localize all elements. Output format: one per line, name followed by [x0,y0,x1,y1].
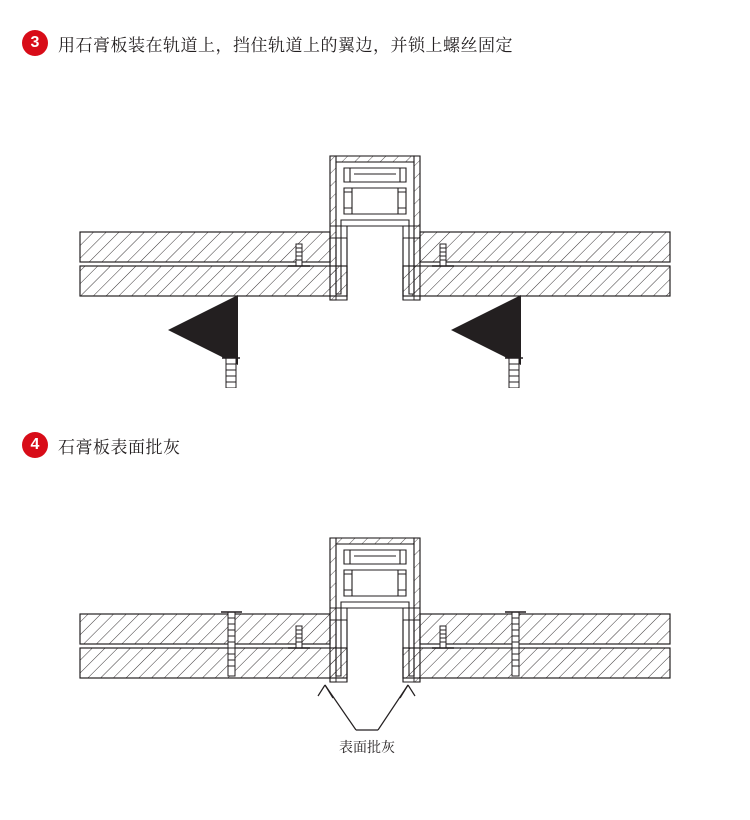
step-3-title: 用石膏板装在轨道上，挡住轨道上的翼边，并锁上螺丝固定 [58,35,513,55]
step-3-section [0,28,750,388]
loose-screw-right [505,358,523,388]
caption-leader-lines [318,685,415,730]
left-gypsum-board-lower [80,266,347,296]
step-4-header [0,430,750,460]
left-gypsum-board-upper-2 [80,614,330,644]
step-3-number-badge: 3 [22,30,48,56]
right-gypsum-board-lower-2 [403,648,670,678]
step-4-section [0,430,750,790]
left-gypsum-board-upper [80,232,330,262]
step-4-title: 石膏板表面批灰 [58,437,181,457]
caption-surface-plastering: 表面批灰 [339,739,395,755]
step-3-figure [0,58,750,388]
step-4-number-badge: 4 [22,432,48,458]
right-gypsum-board-upper-2 [420,614,670,644]
left-gypsum-board-lower-2 [80,648,347,678]
loose-screw-left [222,358,240,388]
right-gypsum-board-upper [420,232,670,262]
step-4-figure [0,460,750,790]
right-gypsum-board-lower [403,266,670,296]
step-3-header [0,28,750,58]
